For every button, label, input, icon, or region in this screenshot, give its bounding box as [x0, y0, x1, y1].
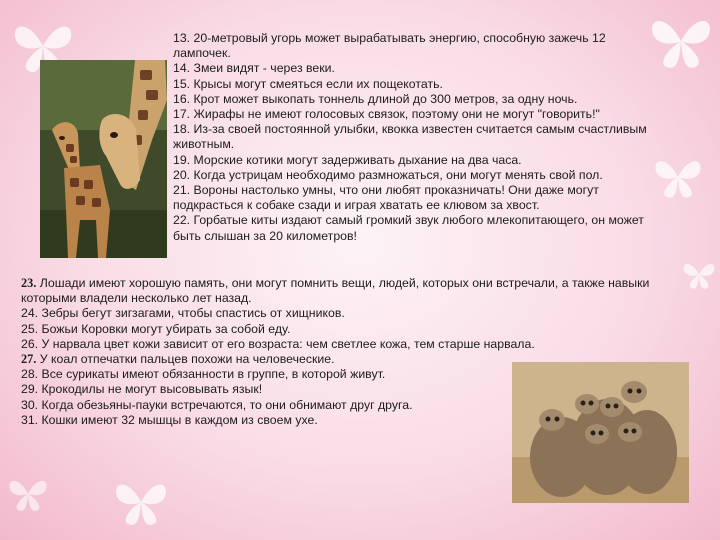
fact-17: 17. Жирафы не имеют голосовых связок, поэтому они не могут "говорить!" [173, 107, 600, 122]
fact-24: 24. Зебры бегут зигзагами, чтобы спастись от хищников. [21, 306, 345, 321]
fact-22: 22. Горбатые киты издают самый громкий звук любого млекопитающего, он может быть слышан за 20 километров! [173, 213, 644, 243]
giraffe-photo [40, 60, 167, 258]
fact-27 [21, 352, 661, 367]
fact-23 [21, 276, 661, 306]
fact-27-text: У коал отпечатки пальцев похожи на человеческие. [36, 352, 335, 367]
facts-bottom-block [21, 276, 661, 428]
fact-15: 15. Крысы могут смеяться если их пощекотать. [173, 76, 443, 91]
fact-23-text: Лошади имеют хорошую память, они могут помнить вещи, людей, которых они встречали, а также навыки которыми владели несколько лет назад. [21, 276, 650, 306]
butterfly-icon [110, 470, 172, 532]
fact-19: 19. Морские котики могут задерживать дыхание на два часа. [173, 152, 522, 167]
fact-20: 20. Когда устрицам необходимо размножаться, они могут менять свой пол. [173, 167, 603, 182]
fact-27-number: 27. [21, 352, 37, 367]
fact-28: 28. Все сурикаты имеют обязанности в группе, в которой живут. [21, 367, 386, 382]
butterfly-icon [5, 470, 51, 516]
fact-29: 29. Крокодилы не могут высовывать язык! [21, 382, 263, 397]
fact-31: 31. Кошки имеют 32 мышцы в каждом из своем ухе. [21, 412, 318, 427]
fact-23-number: 23. [21, 276, 37, 290]
fact-21: 21. Вороны настолько умны, что они любят проказничать! Они даже могут подкрасться к собаке сзади и играя хватать ее клювом за хвост. [173, 183, 599, 213]
fact-25: 25. Божьи Коровки могут убирать за собой еду. [21, 321, 291, 336]
fact-30: 30. Когда обезьяны-пауки встречаются, то они обнимают друг друга. [21, 397, 413, 412]
fact-18: 18. Из-за своей постоянной улыбки, квокка известен считается самым счастливым животным. [173, 122, 647, 152]
fact-16: 16. Крот может выкопать тоннель длиной до 300 метров, за одну ночь. [173, 91, 578, 106]
facts-top-block [173, 31, 663, 244]
butterfly-icon [680, 255, 718, 293]
fact-14: 14. Змеи видят - через веки. [173, 61, 335, 76]
fact-26: 26. У нарвала цвет кожи зависит от его возраста: чем светлее кожа, тем старше нарвала. [21, 336, 535, 351]
fact-13: 13. 20-метровый угорь может вырабатывать энергию, способную зажечь 12 лампочек. [173, 31, 606, 61]
